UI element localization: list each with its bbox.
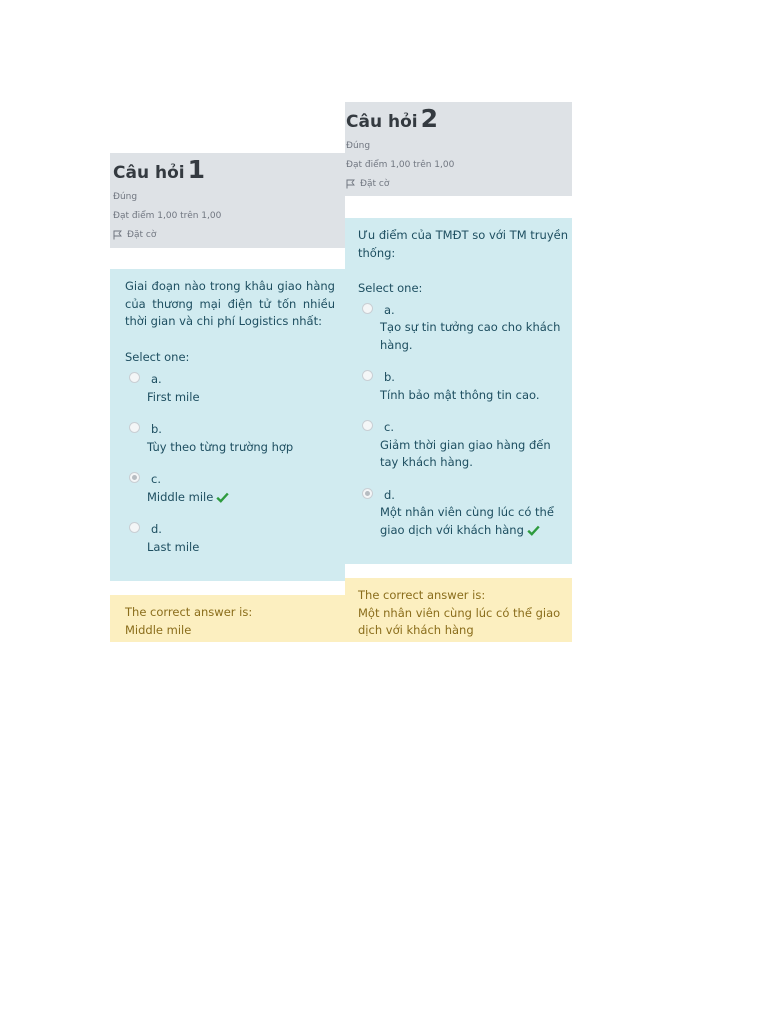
radio-icon[interactable] bbox=[129, 372, 140, 383]
question-2-title bbox=[346, 104, 572, 133]
flag-question-link[interactable] bbox=[113, 230, 345, 240]
feedback-answer: Một nhân viên cùng lúc có thể giao dịch với khách hàng bbox=[358, 605, 561, 637]
radio-icon-selected[interactable] bbox=[129, 472, 140, 483]
question-state: Đúng bbox=[346, 141, 371, 151]
answer-option-b[interactable] bbox=[358, 369, 568, 404]
question-label: Câu hỏi bbox=[346, 112, 418, 132]
option-letter: c. bbox=[151, 472, 161, 486]
question-grade: Đạt điểm 1,00 trên 1,00 bbox=[113, 211, 222, 221]
select-prompt: Select one: bbox=[358, 281, 423, 295]
answer-option-c[interactable] bbox=[358, 419, 568, 472]
option-letter: a. bbox=[384, 302, 395, 317]
question-2-info bbox=[345, 102, 572, 196]
feedback-label: The correct answer is: bbox=[125, 605, 253, 619]
feedback-answer: Middle mile bbox=[125, 622, 192, 637]
option-letter: b. bbox=[384, 370, 395, 384]
answer-option-a[interactable] bbox=[125, 371, 335, 406]
option-text: First mile bbox=[147, 389, 200, 404]
question-number: 1 bbox=[187, 155, 205, 184]
radio-icon[interactable] bbox=[362, 420, 373, 431]
option-text bbox=[380, 504, 568, 539]
answer-option-b[interactable] bbox=[125, 421, 335, 456]
question-1-title bbox=[113, 155, 345, 184]
option-text: Tùy theo từng trường hợp bbox=[147, 439, 294, 454]
option-text: Giảm thời gian giao hàng đến tay khách hàng. bbox=[380, 437, 551, 469]
answer-option-c[interactable] bbox=[125, 471, 335, 506]
feedback-label: The correct answer is: bbox=[358, 588, 486, 602]
question-text: Ưu điểm của TMĐT so với TM truyền thống: bbox=[358, 228, 568, 260]
question-label: Câu hỏi bbox=[113, 163, 185, 183]
question-text: Giai đoạn nào trong khâu giao hàng của thương mại điện tử tốn nhiều thời gian và chi phí Logistics nhất: bbox=[125, 279, 335, 328]
option-text-value: Middle mile bbox=[147, 489, 214, 504]
option-letter: a. bbox=[151, 372, 162, 386]
correct-answer-feedback bbox=[110, 595, 345, 642]
flag-icon bbox=[113, 230, 122, 240]
option-letter: d. bbox=[151, 522, 162, 536]
flag-question-link[interactable] bbox=[346, 179, 572, 189]
flag-label: Đặt cờ bbox=[127, 230, 157, 240]
question-1 bbox=[110, 153, 345, 642]
question-2 bbox=[345, 102, 572, 642]
check-icon bbox=[216, 492, 229, 503]
flag-icon bbox=[346, 179, 355, 189]
option-letter: c. bbox=[384, 420, 394, 434]
option-text: Tính bảo mật thông tin cao. bbox=[380, 387, 540, 402]
correct-answer-feedback bbox=[345, 578, 572, 642]
option-text: Last mile bbox=[147, 539, 200, 554]
question-1-info bbox=[110, 153, 345, 248]
option-text: Tạo sự tin tưởng cao cho khách hàng. bbox=[380, 320, 561, 352]
flag-label: Đặt cờ bbox=[360, 179, 390, 189]
radio-icon[interactable] bbox=[129, 422, 140, 433]
radio-icon[interactable] bbox=[129, 522, 140, 533]
option-letter: b. bbox=[151, 422, 162, 436]
select-prompt: Select one: bbox=[125, 349, 190, 364]
radio-icon-selected[interactable] bbox=[362, 488, 373, 499]
answer-option-a[interactable] bbox=[358, 302, 568, 355]
answer-option-d[interactable] bbox=[125, 521, 335, 556]
question-1-content bbox=[110, 269, 345, 581]
option-text-value: Một nhân viên cùng lúc có thể giao dịch với khách hàng bbox=[380, 505, 554, 537]
answer-option-d[interactable] bbox=[358, 487, 568, 540]
question-grade: Đạt điểm 1,00 trên 1,00 bbox=[346, 160, 455, 170]
option-letter: d. bbox=[384, 487, 395, 502]
option-text bbox=[147, 489, 335, 507]
check-icon bbox=[527, 525, 540, 536]
question-state: Đúng bbox=[113, 192, 138, 202]
radio-icon[interactable] bbox=[362, 370, 373, 381]
radio-icon[interactable] bbox=[362, 303, 373, 314]
question-number: 2 bbox=[420, 104, 438, 133]
question-2-content bbox=[345, 218, 572, 564]
